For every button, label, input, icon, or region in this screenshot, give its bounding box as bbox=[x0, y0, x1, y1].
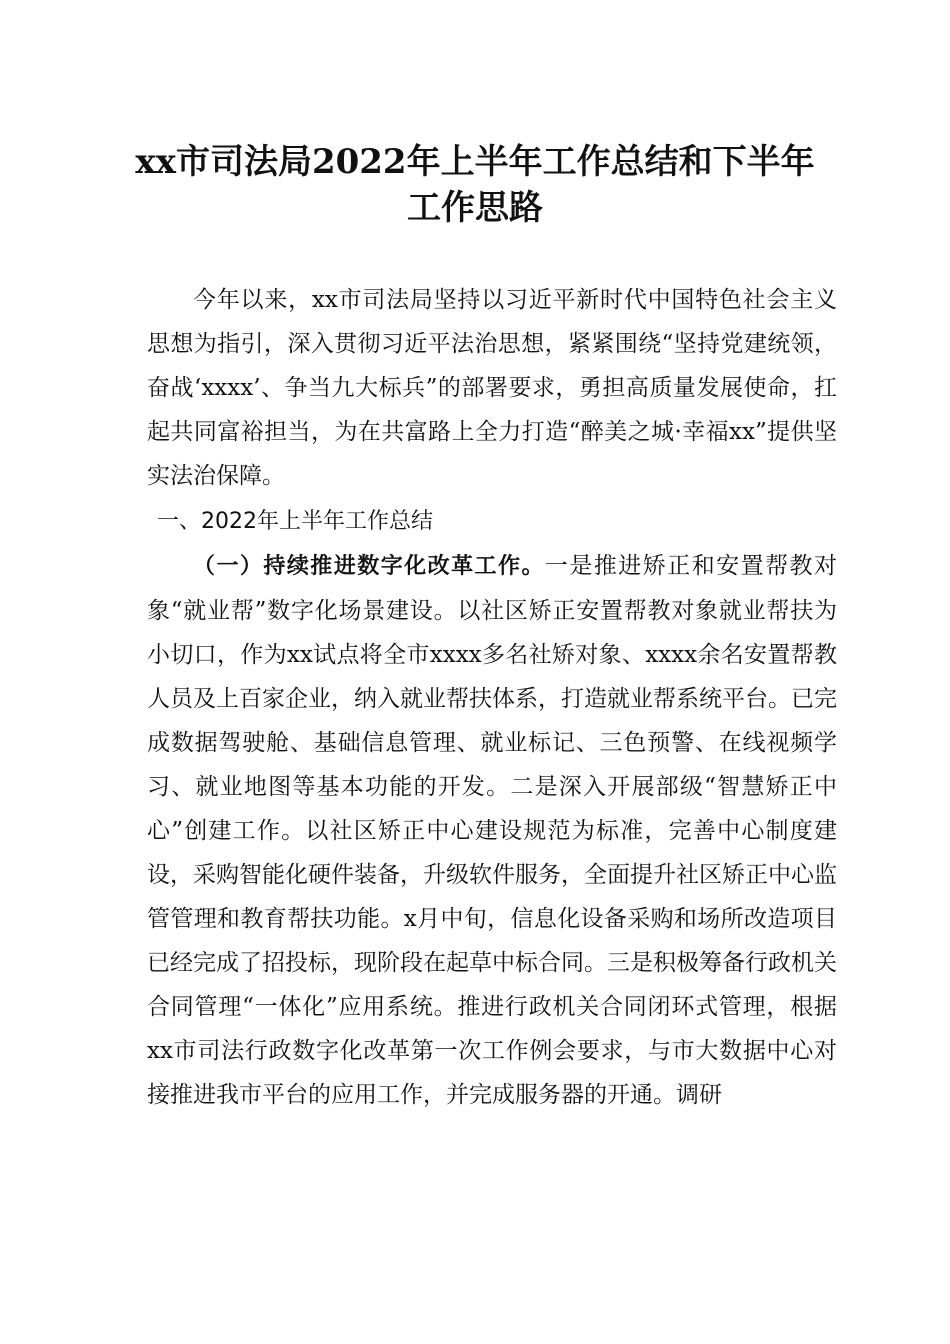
section-1-subheading: （一）持续推进数字化改革工作。 bbox=[193, 554, 545, 579]
section-1-content bbox=[147, 544, 837, 1117]
section-heading-1: 一、2022年上半年工作总结 bbox=[157, 509, 433, 534]
section-1-body: 一是推进矫正和安置帮教对象“就业帮”数字化场景建设。以社区矫正安置帮教对象就业帮扶为小切口，作为xx试点将全市xxxx多名社矫对象、xxxx余名安置帮教人员及上百家企业，纳入就业帮扶体系，打造就业帮系统平台。已完成数据驾驶舱、基础信息管理、就业标记、三色预警、在线视频学习、就业地图等基本功能的开发。二是深入开展部级“智慧矫正中心”创建工作。以社区矫正中心建设规范为标准，完善中心制度建设，采购智能化硬件装备，升级软件服务，全面提升社区矫正中心监管管理和教育帮扶功能。x月中旬，信息化设备采购和场所改造项目已经完成了招投标，现阶段在起草中标合同。三是积极筹备行政机关合同管理“一体化”应用系统。推进行政机关合同闭环式管理，根据xx市司法行政数字化改革第一次工作例会要求，与市大数据中心对接推进我市平台的应用工作，并完成服务器的开通。调研 bbox=[147, 553, 837, 1108]
document-title-line-1: xx市司法局2022年上半年工作总结和下半年 bbox=[135, 142, 815, 182]
section-1-paragraph bbox=[147, 544, 837, 1117]
intro-section bbox=[147, 278, 837, 498]
document-title-line-2: 工作思路 bbox=[407, 188, 543, 228]
intro-paragraph: 今年以来，xx市司法局坚持以习近平新时代中国特色社会主义思想为指引，深入贯彻习近平法治思想，紧紧围绕“坚持党建统领，奋战‘xxxx’、争当九大标兵”的部署要求，勇担高质量发展使命，扛起共同富裕担当，为在共富路上全力打造“醉美之城·幸福xx”提供坚实法治保障。 bbox=[147, 287, 837, 489]
